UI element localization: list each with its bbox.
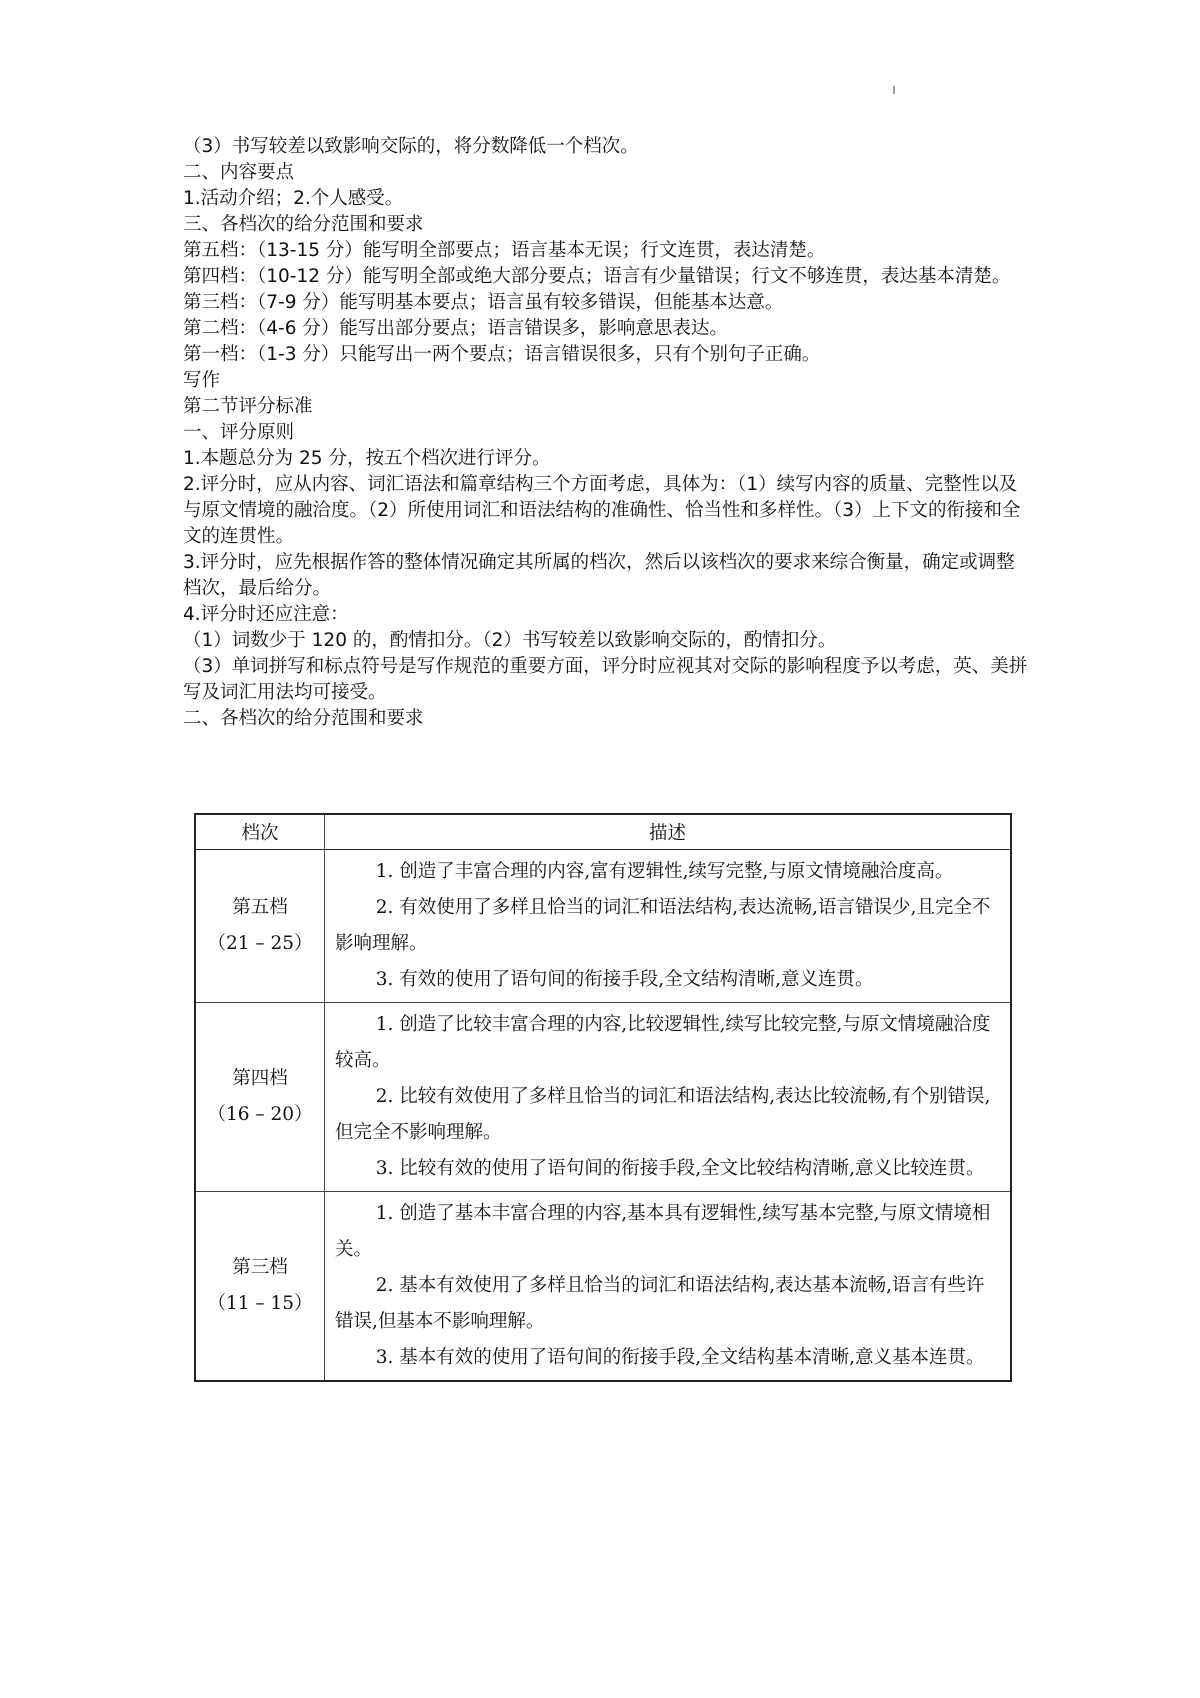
description-item: 2. 有效使用了多样且恰当的词汇和语法结构,表达流畅,语言错误少,且完全不影响理解。 bbox=[335, 897, 991, 954]
description-item: 3. 比较有效的使用了语句间的衔接手段,全文比较结构清晰,意义比较连贯。 bbox=[375, 1158, 985, 1179]
level-cell bbox=[195, 1003, 325, 1192]
level-range: （21 – 25） bbox=[207, 933, 313, 954]
paragraph: 一、评分原则 bbox=[183, 422, 295, 443]
paragraph: 第一档：（1-3 分）只能写出一两个要点；语言错误很多，只有个别句子正确。 bbox=[183, 344, 821, 365]
paragraph: 三、各档次的给分范围和要求 bbox=[183, 214, 424, 235]
paragraph: （3）书写较差以致影响交际的，将分数降低一个档次。 bbox=[183, 136, 639, 157]
table-header-row bbox=[195, 814, 1011, 850]
document-body bbox=[183, 134, 1028, 732]
description-item: 2. 基本有效使用了多样且恰当的词汇和语法结构,表达基本流畅,语言有些许错误,但基本不影响理解。 bbox=[335, 1275, 985, 1332]
level-cell bbox=[195, 850, 325, 1003]
description-cell bbox=[325, 1192, 1012, 1382]
table-row bbox=[195, 850, 1011, 1003]
paragraph: 写作 bbox=[183, 370, 221, 391]
level-range: （16 – 20） bbox=[207, 1104, 313, 1125]
level-name: 第四档 bbox=[232, 1068, 288, 1089]
description-item: 1. 创造了比较丰富合理的内容,比较逻辑性,续写比较完整,与原文情境融洽度较高。 bbox=[335, 1014, 991, 1071]
scan-mark bbox=[893, 86, 895, 94]
table-row bbox=[195, 1003, 1011, 1192]
paragraph: 二、内容要点 bbox=[183, 162, 295, 183]
paragraph: 4.评分时还应注意： bbox=[183, 604, 349, 625]
description-item: 3. 基本有效的使用了语句间的衔接手段,全文结构基本清晰,意义基本连贯。 bbox=[375, 1347, 985, 1368]
paragraph: 第五档：（13-15 分）能写明全部要点；语言基本无误；行文连贯，表达清楚。 bbox=[183, 240, 826, 261]
paragraph: 第二节评分标准 bbox=[183, 396, 313, 417]
description-item: 2. 比较有效使用了多样且恰当的词汇和语法结构,表达比较流畅,有个别错误,但完全不影响理解。 bbox=[335, 1086, 991, 1143]
paragraph: 1.活动介绍；2.个人感受。 bbox=[183, 188, 404, 209]
level-range: （11 – 15） bbox=[207, 1293, 313, 1314]
description-item: 1. 创造了基本丰富合理的内容,基本具有逻辑性,续写基本完整,与原文情境相关。 bbox=[335, 1203, 991, 1260]
paragraph: 1.本题总分为 25 分，按五个档次进行评分。 bbox=[183, 448, 551, 469]
description-cell bbox=[325, 850, 1012, 1003]
paragraph: 二、各档次的给分范围和要求 bbox=[183, 708, 424, 729]
paragraph: （1）词数少于 120 的，酌情扣分。（2）书写较差以致影响交际的，酌情扣分。 bbox=[183, 630, 837, 651]
description-item: 1. 创造了丰富合理的内容,富有逻辑性,续写完整,与原文情境融洽度高。 bbox=[375, 861, 954, 882]
table-row bbox=[195, 1192, 1011, 1382]
paragraph: 2.评分时，应从内容、词汇语法和篇章结构三个方面考虑，具体为：（1）续写内容的质量、完整性以及与原文情境的融洽度。（2）所使用词汇和语法结构的准确性、恰当性和多样性。（3）上下文的衔接和全文的连贯性。 bbox=[183, 474, 1021, 547]
paragraph: 第三档：（7-9 分）能写明基本要点；语言虽有较多错误，但能基本达意。 bbox=[183, 292, 784, 313]
level-cell bbox=[195, 1192, 325, 1382]
grading-table bbox=[194, 813, 1012, 1382]
level-name: 第三档 bbox=[232, 1257, 288, 1278]
paragraph: 第二档：（4-6 分）能写出部分要点；语言错误多，影响意思表达。 bbox=[183, 318, 728, 339]
description-item: 3. 有效的使用了语句间的衔接手段,全文结构清晰,意义连贯。 bbox=[375, 969, 874, 990]
header-level: 档次 bbox=[195, 814, 325, 850]
description-cell bbox=[325, 1003, 1012, 1192]
paragraph: 第四档：（10-12 分）能写明全部或绝大部分要点；语言有少量错误；行文不够连贯，表达基本清楚。 bbox=[183, 266, 1011, 287]
level-name: 第五档 bbox=[232, 897, 288, 918]
paragraph: （3）单词拼写和标点符号是写作规范的重要方面，评分时应视其对交际的影响程度予以考虑，英、美拼写及词汇用法均可接受。 bbox=[183, 656, 1028, 703]
header-description: 描述 bbox=[325, 814, 1012, 850]
paragraph: 3.评分时，应先根据作答的整体情况确定其所属的档次，然后以该档次的要求来综合衡量，确定或调整档次，最后给分。 bbox=[183, 552, 1015, 599]
